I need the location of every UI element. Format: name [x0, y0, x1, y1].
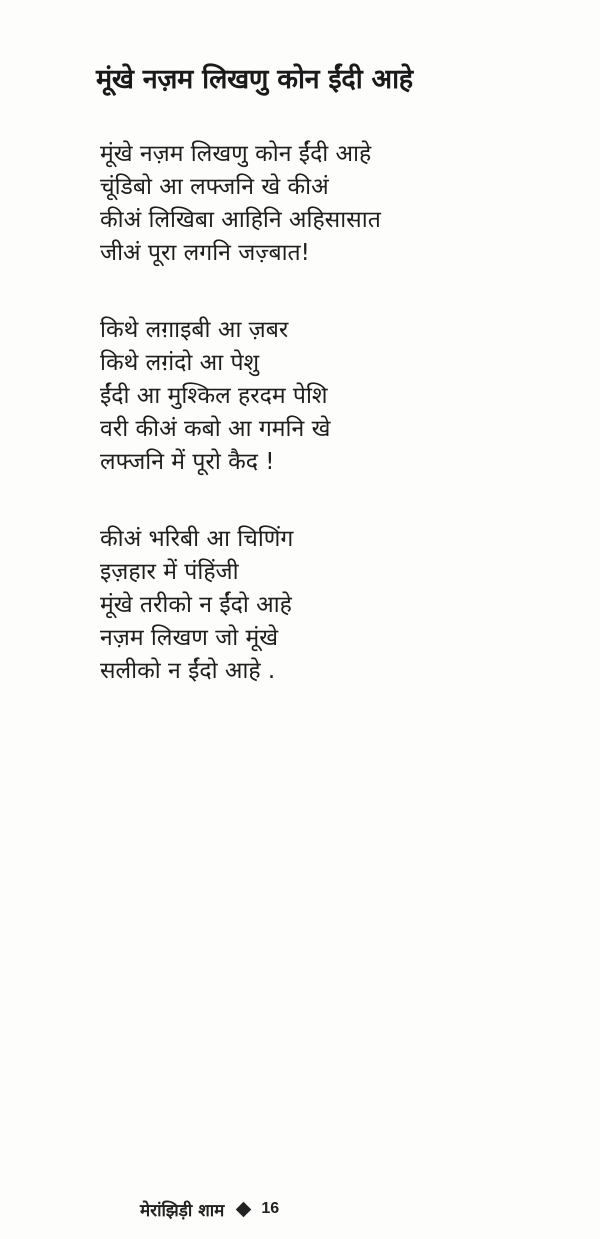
- poem-line: लफ्जनि में पूरो कैद !: [100, 449, 275, 475]
- poem-body: [100, 138, 580, 732]
- book-title: मेरांझिड़ी शाम: [140, 1200, 225, 1221]
- page-number: 16: [261, 1200, 280, 1217]
- poem-line: किथे लग़ंदो आ पेशु: [100, 350, 260, 376]
- stanza-3: [100, 523, 580, 688]
- poem-line: किथे लग़ाइबी आ ज़बर: [100, 317, 289, 343]
- poem-line: ईंदी आ मुश्किल हरदम पेशि: [100, 383, 328, 409]
- stanza-2: [100, 314, 580, 479]
- poem-line: जीअं पूरा लगनि जज़्बात!: [100, 240, 310, 266]
- poem-line: मूंखे नज़म लिखणु कोन ईंदी आहे: [100, 141, 372, 167]
- page-footer: [140, 1197, 279, 1221]
- poem-line: कीअं लिखिबा आहिनि अहिसासात: [100, 207, 381, 233]
- poem-line: नज़म लिखण जो मूंखे: [100, 625, 279, 651]
- poem-line: सलीको न ईंदो आहे .: [100, 658, 276, 684]
- stanza-1: [100, 138, 580, 270]
- poem-line: चूंडिबो आ लफ्जनि खे कीअं: [100, 174, 329, 200]
- poem-line: इज़हार में पंहिंजी: [100, 559, 239, 585]
- poem-line: कीअं भरिबी आ चिणिंग: [100, 526, 294, 552]
- poem-line: वरी कीअं कबो आ गमनि खे: [100, 416, 331, 442]
- poem-title: मूंखे नज़म लिखणु कोन ईंदी आहे: [96, 64, 413, 95]
- diamond-icon: [236, 1201, 252, 1217]
- poem-line: मूंखे तरीको न ईंदो आहे: [100, 592, 292, 618]
